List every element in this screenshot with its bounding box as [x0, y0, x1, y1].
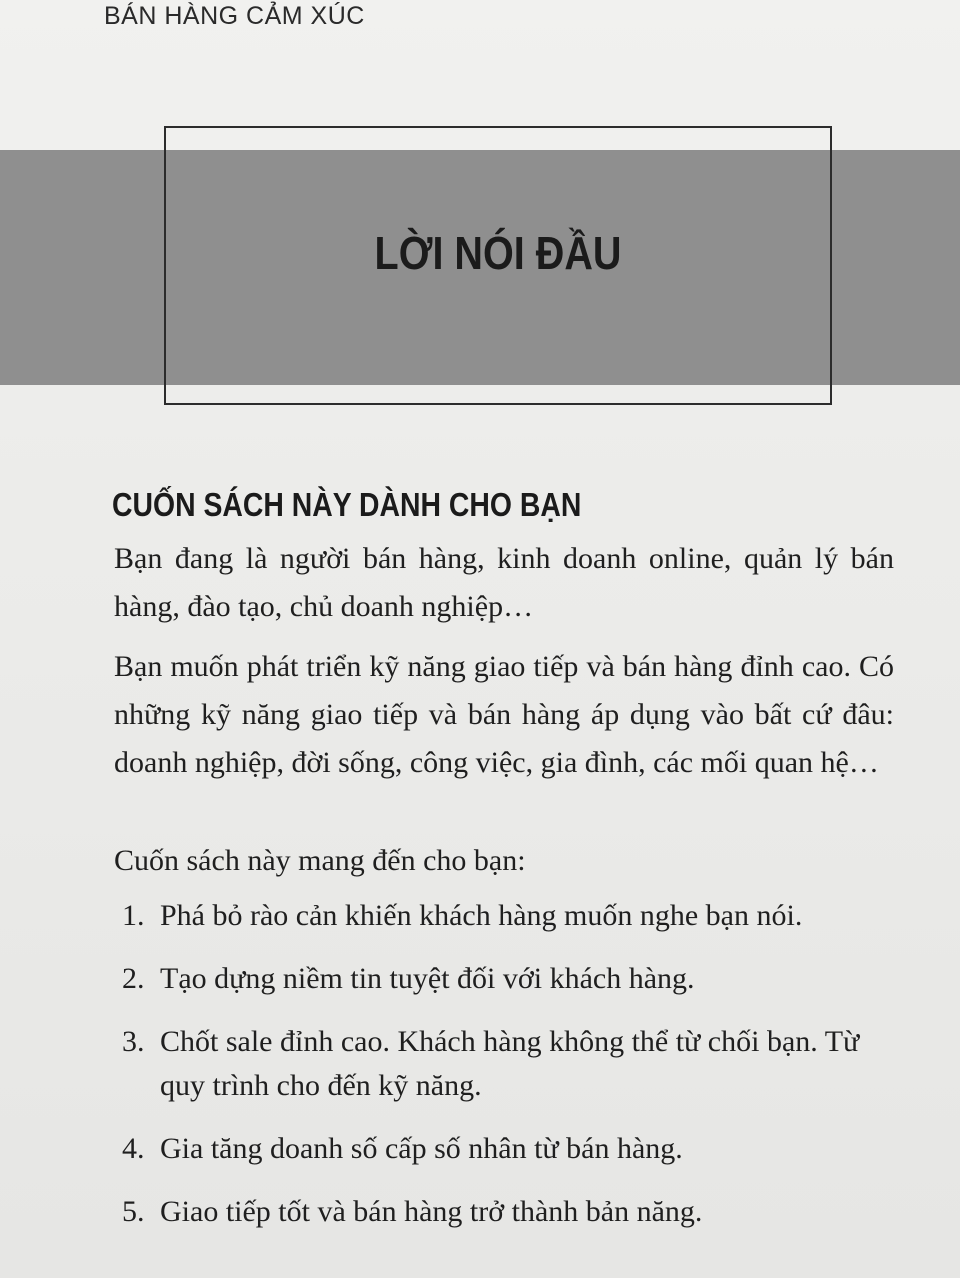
section-heading: CUỐN SÁCH NÀY DÀNH CHO BẠN	[112, 486, 582, 523]
chapter-title: LỜI NÓI ĐẦU	[374, 227, 622, 279]
list-item	[122, 1127, 897, 1171]
list-number: 1.	[122, 899, 145, 932]
paragraph-list-lead: Cuốn sách này mang đến cho bạn:	[114, 844, 526, 877]
list-number: 4.	[122, 1132, 145, 1165]
list-number: 5.	[122, 1195, 145, 1228]
list-item	[122, 1190, 897, 1234]
list-text: Chốt sale đỉnh cao. Khách hàng không thể từ chối bạn. Từ quy trình cho đến kỹ năng.	[160, 1025, 860, 1102]
list-item	[122, 1020, 897, 1108]
list-text: Giao tiếp tốt và bán hàng trở thành bản năng.	[160, 1195, 703, 1228]
list-item	[122, 957, 897, 1001]
list-text: Tạo dựng niềm tin tuyệt đối với khách hàng.	[160, 962, 695, 995]
paragraph-skills: Bạn muốn phát triển kỹ năng giao tiếp và bán hàng đỉnh cao. Có những kỹ năng giao tiếp và bán hàng áp dụng vào bất cứ đâu: doanh nghiệp, đời sống, công việc, gia đình, các mối quan hệ…	[114, 650, 894, 779]
list-number: 2.	[122, 962, 145, 995]
list-number: 3.	[122, 1025, 145, 1058]
list-text: Phá bỏ rào cản khiến khách hàng muốn nghe bạn nói.	[160, 899, 803, 932]
list-text: Gia tăng doanh số cấp số nhân từ bán hàng.	[160, 1132, 683, 1165]
benefits-list	[122, 894, 897, 1253]
paragraph-intro: Bạn đang là người bán hàng, kinh doanh online, quản lý bán hàng, đào tạo, chủ doanh nghiệp…	[114, 542, 894, 623]
running-header: BÁN HÀNG CẢM XÚC	[104, 2, 365, 30]
list-item	[122, 894, 897, 938]
